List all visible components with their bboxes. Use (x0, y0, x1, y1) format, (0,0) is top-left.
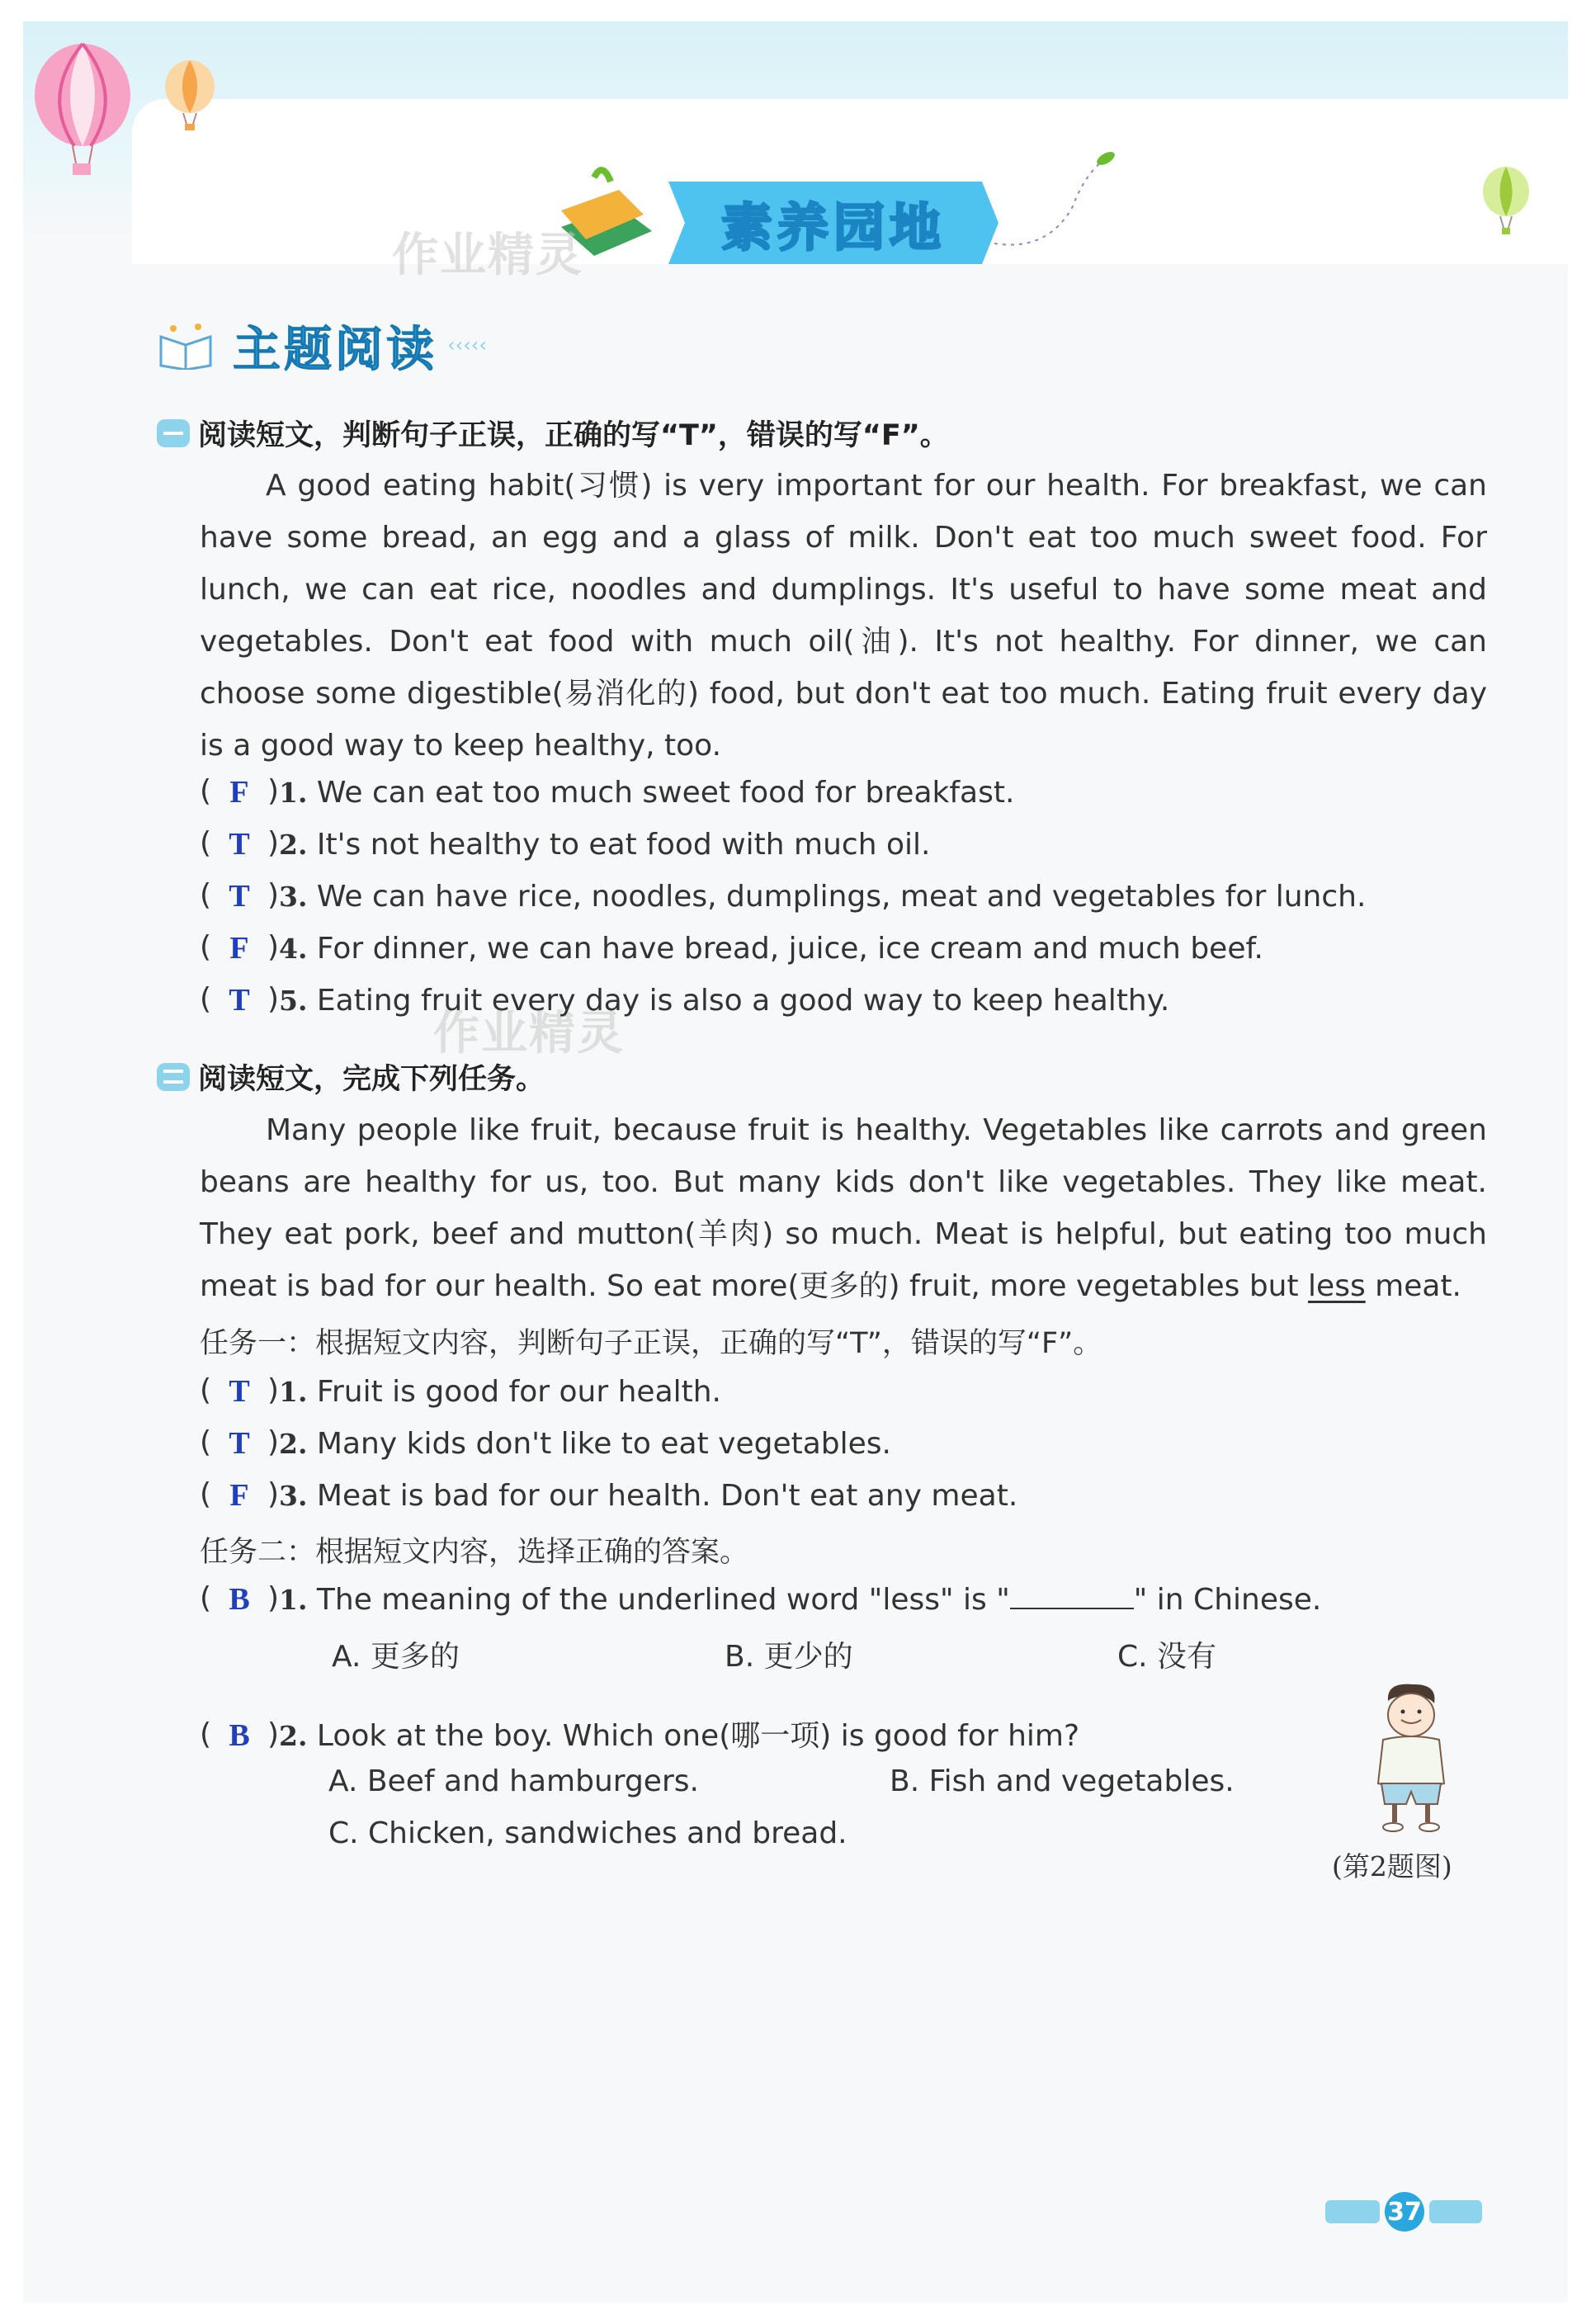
underlined-word: less (1308, 1269, 1366, 1303)
task1-question-3: ( F ) 3. Meat is bad for our health. Don't eat any meat. (200, 1477, 1018, 1513)
hot-air-balloon-icon (25, 41, 140, 182)
question-number: 1. (279, 1584, 308, 1616)
watermark: 作业精灵 (433, 1007, 625, 1060)
page-number: 37 (1385, 2192, 1424, 2232)
part1-passage (200, 460, 1487, 772)
section-title: 主题阅读 (233, 321, 438, 377)
passage-text: Many people like fruit, because fruit is healthy. Vegetables like carrots and green beans are healthy for us, too. But many kids don't like vegetables. They like meat. They eat pork, beef and mutton(羊肉) so much. Meat is helpful, but eating too much meat is bad for our health. So eat more(更多的) fruit, more vegetables but (200, 1113, 1487, 1303)
part1-question-5: ( T ) 5. Eating fruit every day is also a good way to keep healthy. (200, 982, 1170, 1018)
part1-question-4: ( F ) 4. For dinner, we can have bread, juice, ice cream and much beef. (200, 930, 1263, 966)
watermark: 作业精灵 (392, 229, 583, 282)
question-number: 3. (279, 1480, 308, 1512)
part2-instruction (157, 1056, 545, 1098)
question-text: We can have rice, noodles, dumplings, meat and vegetables for lunch. (316, 880, 1367, 914)
passage-text-end: meat. (1365, 1269, 1461, 1303)
part1-instruction-text: 阅读短文，判断句子正误，正确的写“T”，错误的写“F”。 (198, 419, 949, 452)
figure-caption: (第2题图) (1332, 1850, 1452, 1882)
question-number: 1. (279, 777, 308, 809)
question-text: For dinner, we can have bread, juice, ice cream and much beef. (316, 932, 1263, 966)
banner (668, 182, 999, 264)
page-number-badge (1325, 2192, 1482, 2232)
option-b: B. 更少的 (725, 1640, 853, 1674)
task2-question-2: ( B ) 2. Look at the boy. Which one(哪一项) is good for him? (200, 1717, 1080, 1753)
chevrons-icon: ‹‹‹‹‹ (447, 333, 488, 357)
part-two-marker-icon (157, 1063, 190, 1091)
question-text: We can eat too much sweet food for breakfast. (316, 776, 1015, 810)
small-balloon-icon (157, 58, 223, 132)
question-text: Fruit is good for our health. (316, 1375, 722, 1409)
part1-question-2: ( T ) 2. It's not healthy to eat food with much oil. (200, 826, 931, 862)
question-text: Look at the boy. Which one(哪一项) is good for him? (316, 1719, 1080, 1753)
page-number-right-bar (1429, 2200, 1482, 2223)
question-number: 1. (279, 1376, 308, 1408)
part2-passage-text (200, 1104, 1487, 1312)
option-b: B. Fish and vegetables. (890, 1764, 1235, 1798)
answer: T (229, 827, 250, 862)
answer: B (229, 1718, 250, 1753)
question-text: Eating fruit every day is also a good way to keep healthy. (316, 984, 1170, 1018)
answer: T (229, 1426, 250, 1461)
answer: B (229, 1582, 250, 1617)
task1-title: 任务一：根据短文内容，判断句子正误，正确的写“T”，错误的写“F”。 (200, 1327, 1102, 1360)
task1-question-2: ( T ) 2. Many kids don't like to eat vegetables. (200, 1425, 891, 1461)
answer: F (229, 775, 249, 810)
answer-blank[interactable] (1010, 1583, 1134, 1609)
question-text: Many kids don't like to eat vegetables. (316, 1427, 891, 1461)
part1-instruction (157, 413, 949, 454)
question-number: 2. (279, 1428, 308, 1460)
green-balloon-icon (1477, 165, 1535, 239)
answer: F (229, 931, 249, 966)
banner-title: 素养园地 (720, 196, 946, 257)
option-a: A. Beef and hamburgers. (328, 1764, 699, 1798)
open-book-icon (157, 320, 215, 370)
answer: T (229, 879, 250, 914)
part1-question-1: ( F ) 1. We can eat too much sweet food for breakfast. (200, 774, 1015, 810)
task2-title: 任务二：根据短文内容，选择正确的答案。 (200, 1536, 749, 1569)
dotted-curve-leaf-icon (990, 149, 1122, 256)
question-text: Meat is bad for our health. Don't eat any meat. (316, 1479, 1018, 1513)
part1-passage-text: A good eating habit(习惯) is very important for our health. For breakfast, we can have some bread, an egg and a glass of milk. Don't eat too much sweet food. For lunch, we can eat rice, noodles and dumplings. It's useful to have some meat and vegetables. Don't eat food with much oil(油). It's not healthy. For dinner, we can choose some digestible(易消化的) food, but don't eat too much. Eating fruit every day is a good way to keep healthy, too. (200, 469, 1487, 763)
page-number-left-bar (1325, 2200, 1380, 2223)
answer: F (229, 1478, 249, 1513)
question-number: 2. (279, 829, 308, 861)
answer: T (229, 1374, 250, 1409)
option-c: C. Chicken, sandwiches and bread. (328, 1816, 847, 1850)
question-text: It's not healthy to eat food with much oil. (316, 828, 931, 862)
answer: T (229, 983, 250, 1018)
boy-illustration-icon (1362, 1680, 1461, 1837)
question-number: 4. (279, 933, 308, 965)
question-number: 5. (279, 985, 308, 1017)
task1-question-1: ( T ) 1. Fruit is good for our health. (200, 1373, 722, 1409)
question-number: 3. (279, 881, 308, 913)
section-heading (157, 312, 487, 378)
part1-question-3: ( T ) 3. We can have rice, noodles, dumplings, meat and vegetables for lunch. (200, 878, 1367, 914)
option-a: A. 更多的 (332, 1640, 460, 1674)
question-text: The meaning of the underlined word "less" is " (316, 1583, 1010, 1617)
part2-instruction-text: 阅读短文，完成下列任务。 (198, 1063, 545, 1096)
part-one-marker-icon (157, 419, 190, 447)
question-text-end: " in Chinese. (1133, 1583, 1322, 1617)
option-c: C. 没有 (1117, 1640, 1217, 1674)
part2-passage (200, 1104, 1487, 1312)
task2-question-1: ( B ) 1. The meaning of the underlined word "less" is " " in Chinese. (200, 1581, 1322, 1617)
question-number: 2. (279, 1720, 308, 1752)
